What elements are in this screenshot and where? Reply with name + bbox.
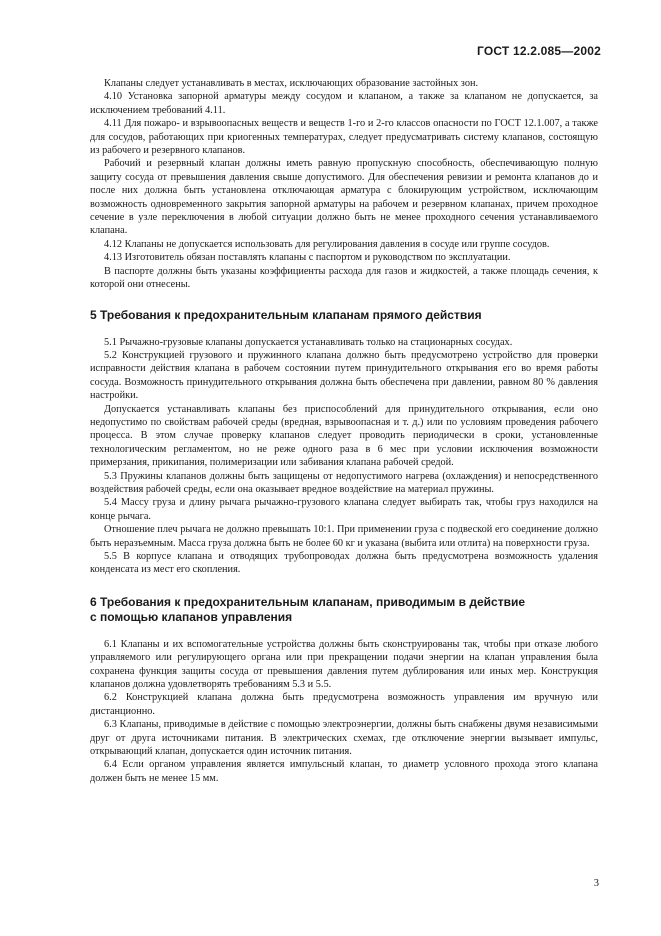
paragraph: 4.10 Установка запорной арматуры между сосудом и клапаном, а также за клапаном не допускается, за исключением требований 4.11. (90, 91, 598, 116)
section-6-heading (90, 595, 598, 625)
section-6-heading-line1: 6 Требования к предохранительным клапанам, приводимым в действие (90, 594, 525, 609)
paragraph: Клапаны следует устанавливать в местах, исключающих образование застойных зон. (104, 78, 479, 89)
paragraph: 5.2 Конструкцией грузового и пружинного клапана должно быть предусмотрено устройство для проверки исправности действия клапана в рабочем состоянии путем принудительного открывания его во время работы сосуда. Возможность принудительного открывания должна быть обеспечена при давлении, равном 80 % давления настройки. (90, 349, 598, 402)
paragraph: 5.5 В корпусе клапана и отводящих трубопроводах должна быть предусмотрена возможность удаления конденсата из мест его скопления. (90, 551, 598, 576)
paragraph: 5.4 Массу груза и длину рычага рычажно-грузового клапана следует выбирать так, чтобы груз находился на конце рычага. (90, 497, 598, 522)
paragraph: В паспорте должны быть указаны коэффициенты расхода для газов и жидкостей, а также площадь сечения, к которой они отнесены. (90, 265, 598, 291)
page-content (90, 77, 598, 785)
paragraph: Допускается устанавливать клапаны без приспособлений для принудительного открывания, если оно недопустимо по свойствам рабочей среды (вредная, взрывоопасная и т. д.) или по условиям проведения рабочего процесса. В этом случае проверку клапанов следует проводить периодически в сроки, установленные технологическим регламентом, но не реже одного раза в 6 мес при условии исключения возможности примерзания, прикипания, полимеризации или забивания клапана рабочей средой. (90, 403, 598, 469)
page-number: 3 (593, 878, 599, 889)
paragraph: 4.13 Изготовитель обязан поставлять клапаны с паспортом и руководством по эксплуатации. (104, 252, 511, 264)
paragraph: 4.11 Для пожаро- и взрывоопасных веществ и веществ 1-го и 2-го классов опасности по ГОСТ 12.1.007, а также для сосудов, работающих при криогенных температурах, следует предусматривать систему клапанов, состоящую из рабочего и резервного клапанов. (90, 118, 598, 157)
paragraph: Отношение плеч рычага не должно превышать 10:1. При применении груза с подвеской его соединение должно быть неразъемным. Масса груза должна быть не более 60 кг и указана (выбита или отлита) на поверхности груза. (90, 524, 598, 549)
paragraph: Рабочий и резервный клапан должны иметь равную пропускную способность, обеспечивающую полную защиту сосуда от превышения давления свыше допустимого. Для обеспечения ревизии и ремонта клапанов до и после них должна быть установлена отключающая арматура с блокирующим устройством, исключающим возможность одновременного закрытия запорной арматуры на рабочем и резервном клапанах, причем проходное сечение в узле переключения в любой ситуации должно быть не менее проходного сечения устанавливаемого клапана. (90, 158, 598, 237)
paragraph: 6.3 Клапаны, приводимые в действие с помощью электроэнергии, должны быть снабжены двумя независимыми друг от друга источниками питания. В электрических схемах, где отключение энергии вызывает импульс, открывающий клапан, допускается один источник питания. (90, 719, 598, 758)
paragraph: 6.1 Клапаны и их вспомогательные устройства должны быть сконструированы так, чтобы при отказе любого управляемого или регулирующего органа или при прекращении подачи энергии на клапан управления была сохранена функция защиты сосуда от превышения давления путем дублирования или иных мер. Конструкция клапанов должна удовлетворять требованиям 5.3 и 5.5. (90, 638, 598, 691)
paragraph: 6.2 Конструкцией клапана должна быть предусмотрена возможность управления им вручную или дистанционно. (90, 692, 598, 717)
section-5-heading: 5 Требования к предохранительным клапанам прямого действия (90, 307, 482, 322)
paragraph: 5.1 Рычажно-грузовые клапаны допускается устанавливать только на стационарных сосудах. (104, 336, 513, 348)
section-6-heading-line2: с помощью клапанов управления (90, 609, 293, 624)
paragraph: 6.4 Если органом управления является импульсный клапан, то диаметр условного прохода этого клапана должен быть не менее 15 мм. (90, 759, 598, 784)
paragraph: 5.3 Пружины клапанов должны быть защищены от недопустимого нагрева (охлаждения) и непосредственного воздействия рабочей среды, если она оказывает вредное воздействие на материал пружины. (90, 470, 598, 495)
paragraph: 4.12 Клапаны не допускается использовать для регулирования давления в сосуде или группе сосудов. (104, 238, 550, 250)
document-code: ГОСТ 12.2.085—2002 (476, 44, 601, 58)
